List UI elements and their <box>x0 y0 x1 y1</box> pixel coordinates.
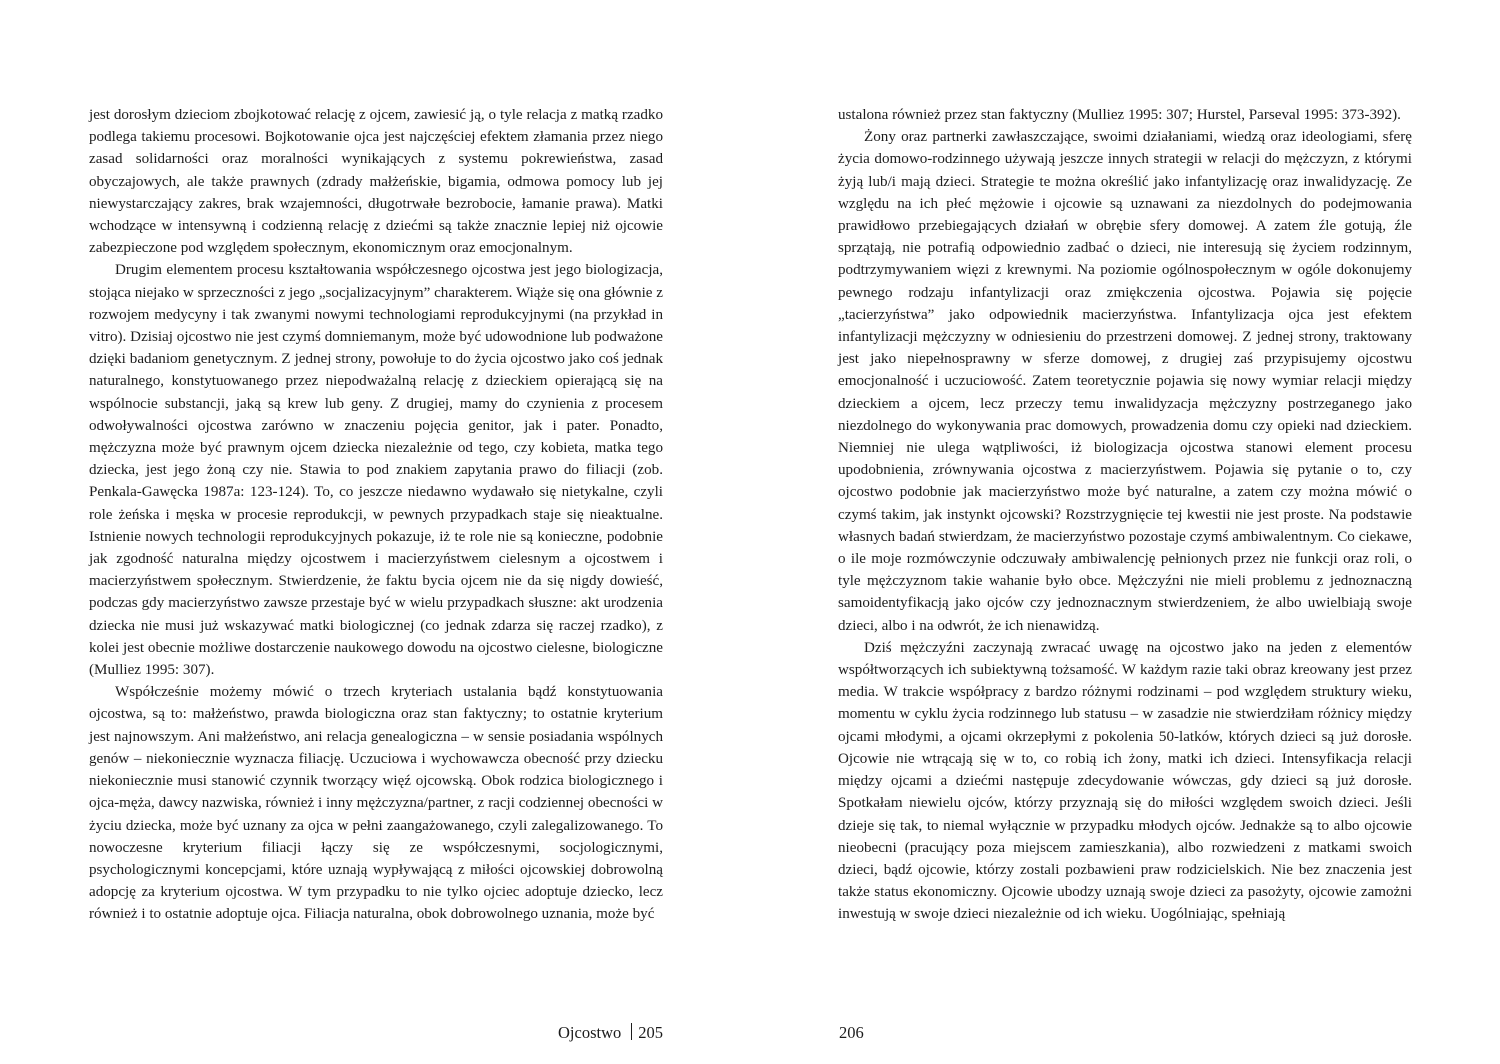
running-footer <box>839 1023 864 1043</box>
paragraph: ustalona również przez stan faktyczny (Mulliez 1995: 307; Hurstel, Parseval 1995: 373-392). <box>838 107 1401 123</box>
right-page <box>750 0 1500 1064</box>
right-page-body <box>838 104 1412 926</box>
paragraph: Żony oraz partnerki zawłaszczające, swoimi działaniami, wiedzą oraz ideologiami, sferę życia domowo-rodzinnego używają jeszcze innych strategii w relacji do mężczyzn, z którymi żyją lub/i mają dzieci. Strategie te można określić jako infantylizację oraz inwalidyzację. Ze względu na ich płeć mężowie i ojcowie są uznawani za niezdolnych do podejmowania prawidłowo przebiegających działań w obrębie sfery domowej. A zatem źle gotują, źle sprzątają, nie potrafią odpowiednio zadbać o dzieci, nie interesują się życiem rodzinnym, podtrzymywaniem więzi z krewnymi. Na poziomie ogólnospołecznym w ogóle dokonujemy pewnego rodzaju infantylizacji oraz zmiękczenia ojcostwa. Pojawia się pojęcie „tacierzyństwa” jako odpowiednik macierzyństwa. Infantylizacja ojca jest efektem infantylizacji mężczyzny w odniesieniu do przestrzeni domowej. Z jednej strony, traktowany jest jako niepełnosprawny w sferze domowej, z drugiej zaś przypisujemy ojcostwu emocjonalność i uczuciowość. Zatem teoretycznie pojawia się nowy wymiar relacji między dzieckiem a ojcem, lecz przeczy temu inwalidyzacja mężczyzny postrzeganego jako niezdolnego do wykonywania prac domowych, prowadzenia domu czy opieki nad dzieckiem. Niemniej nie ulega wątpliwości, iż biologizacja ojcostwa stanowi element procesu upodobnienia, zrównywania ojcostwa z macierzyństwem. Pojawia się pytanie o to, czy ojcostwo podobnie jak macierzyństwo może być naturalne, a zatem czy można mówić o czymś takim, jak instynkt ojcowski? Rozstrzygnięcie tej kwestii nie jest proste. Na podstawie własnych badań stwierdzam, że macierzyństwo pozostaje czymś ambiwalentnym. Co ciekawe, o ile moje rozmówczynie odczuwały ambiwalencję pełnionych przez nie funkcji oraz roli, o tyle mężczyznom takie wahanie było obce. Mężczyźni nie mieli problemu z jednoznaczną samoidentyfikacją jako ojców czy jednoznacznym stwierdzeniem, że albo uwielbiają swoje dzieci, albo i na odwrót, że ich nienawidzą. <box>838 129 1412 634</box>
footer-divider <box>631 1023 632 1040</box>
running-footer <box>558 1023 663 1043</box>
paragraph: Drugim elementem procesu kształtowania współczesnego ojcostwa jest jego biologizacja, stojąca niejako w sprzeczności z jego „socjalizacyjnym” charakterem. Wiąże się ona głównie z rozwojem medycyny i tak zwanymi nowymi technologiami reprodukcyjnymi (na przykład in vitro). Dzisiaj ojcostwo nie jest czymś domniemanym, może być udowodnione lub podważone dzięki badaniom genetycznym. Z jednej strony, powołuje to do życia ojcostwo jako coś jednak naturalnego, konstytuowanego przez niepodważalną relację z dzieckiem opierającą się na wspólnocie substancji, jaką są krew lub geny. Z drugiej, mamy do czynienia z procesem odwoływalności ojcostwa zarówno w znaczeniu pojęcia genitor, jak i pater. Ponadto, mężczyzna może być prawnym ojcem dziecka niezależnie od tego, czy kobieta, matka tego dziecka, jest jego żoną czy nie. Stawia to pod znakiem zapytania prawo do filiacji (zob. Penkala-Gawęcka 1987a: 123-124). To, co jeszcze niedawno wydawało się nietykalne, czyli role żeńska i męska w procesie reprodukcji, w pewnych przypadkach staje się nieaktualne. Istnienie nowych technologii reprodukcyjnych pokazuje, iż te role nie są konieczne, podobnie jak zgodność naturalna między ojcostwem i macierzyństwem cielesnym a ojcostwem i macierzyństwem społecznym. Stwierdzenie, że faktu bycia ojcem nie da się nigdy dowieść, podczas gdy macierzyństwo zawsze przestaje być w wielu przypadkach słuszne: akt urodzenia dziecka nie musi już wskazywać matki biologicznej (co jednak zdarza się raczej rzadko), z kolei jest obecnie możliwe dostarczenie naukowego dowodu na ojcostwo cielesne, biologiczne (Mulliez 1995: 307). <box>89 262 663 679</box>
page-number: 206 <box>839 1023 864 1042</box>
paragraph: Dziś mężczyźni zaczynają zwracać uwagę na ojcostwo jako na jeden z elementów współtworzących ich subiektywną tożsamość. W każdym razie taki obraz kreowany jest przez media. W trakcie współpracy z bardzo różnymi rodzinami – pod względem struktury wieku, momentu w cyklu życia rodzinnego lub statusu – w zasadzie nie stwierdziłam różnicy między ojcami młodymi, a ojcami okrzepłymi z pokolenia 50-latków, których dzieci są już dorosłe. Ojcowie nie wtrącają się w to, co robią ich żony, matki ich dzieci. Intensyfikacja relacji między ojcami a dziećmi następuje zdecydowanie wówczas, gdy dzieci są już dorosłe. Spotkałam niewielu ojców, którzy przyznają się do miłości względem swoich dzieci. Jeśli dzieje się tak, to niemal wyłącznie w przypadku młodych ojców. Jednakże są to albo ojcowie nieobecni (pracujący poza miejscem zamieszkania), albo rozwiedzeni z matkami swoich dzieci, bądź ojcowie, którzy zostali pozbawieni praw rodzicielskich. Nie bez znaczenia jest także status ekonomiczny. Ojcowie ubodzy uznają swoje dzieci za pasożyty, ojcowie zamożni inwestują w swoje dzieci niezależnie od ich wieku. Uogólniając, spełniają <box>838 639 1412 923</box>
paragraph: jest dorosłym dzieciom zbojkotować relację z ojcem, zawiesić ją, o tyle relacja z matką rzadko podlega takiemu procesowi. Bojkotowanie ojca jest najczęściej efektem złamania przez niego zasad solidarności oraz moralności wynikających z systemu pokrewieństwa, zasad obyczajowych, ale także prawnych (zdrady małżeńskie, bigamia, odmowa pomocy lub jej niewystarczający zakres, brak wzajemności, długotrwałe bezrobocie, łamanie prawa). Matki wchodzące w intensywną i codzienną relację z dziećmi są także znacznie lepiej niż ojcowie zabezpieczone pod względem społecznym, ekonomicznym oraz emocjonalnym. <box>89 107 663 257</box>
page-number: 205 <box>638 1023 663 1042</box>
left-page-body <box>89 104 663 926</box>
running-title: Ojcostwo <box>558 1023 622 1042</box>
paragraph: Współcześnie możemy mówić o trzech kryteriach ustalania bądź konstytuowania ojcostwa, są to: małżeństwo, prawda biologiczna oraz stan faktyczny; to ostatnie kryterium jest najnowszym. Ani małżeństwo, ani relacja genealogiczna – w sensie posiadania wspólnych genów – niekoniecznie wyznacza filiację. Uczuciowa i wychowawcza obecność przy dziecku niekoniecznie musi stanowić czynnik tworzący więź ojcowską. Obok rodzica biologicznego i ojca-męża, dawcy nazwiska, również i inny mężczyzna/partner, z racji codziennej obecności w życiu dziecka, może być uznany za ojca w pełni zaangażowanego, czyli zalegalizowanego. To nowoczesne kryterium filiacji łączy się ze współczesnymi, socjologicznymi, psychologicznymi koncepcjami, które uznają wypływającą z miłości ojcowskiej dobrowolną adopcję za kryterium ojcostwa. W tym przypadku to nie tylko ojciec adoptuje dziecko, lecz również i to ostatnie adoptuje ojca. Filiacja naturalna, obok dobrowolnego uznania, może być <box>89 684 663 923</box>
